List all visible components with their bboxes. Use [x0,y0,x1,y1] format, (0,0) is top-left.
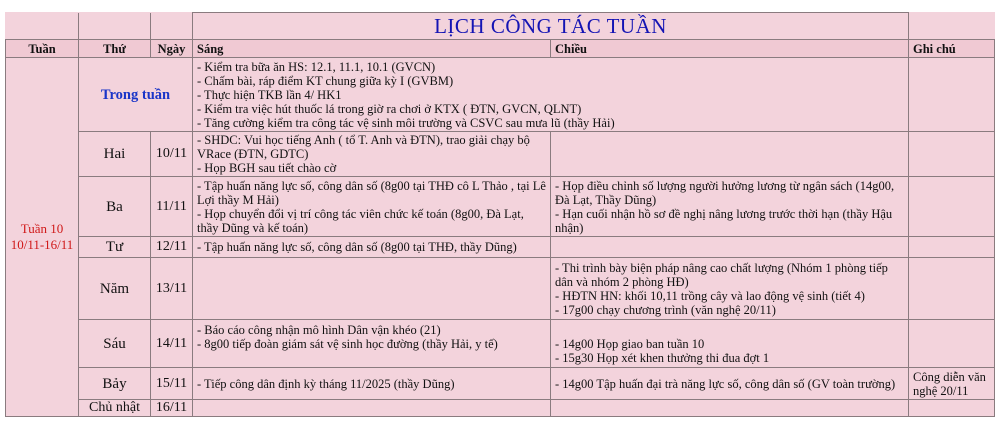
schedule-table [5,12,995,417]
list-item: - 15g30 Họp xét khen thưởng thi đua đợt 1 [555,350,770,365]
week-cell [6,58,79,417]
list-item: - Họp điều chỉnh số lượng người hưởng lương từ ngân sách (14g00, Đà Lạt, Thầy Dũng) [555,178,895,207]
in-week-label: Trong tuần [79,58,193,132]
table-row [6,237,995,258]
list-item: - 17g00 chạy chương trình (văn nghệ 20/11) [555,302,776,317]
list-item: - HĐTN HN: khối 10,11 trồng cây và lao động vệ sinh (tiết 4) [555,288,865,303]
morning-cell [193,177,551,237]
schedule-sheet [5,12,994,417]
morning-cell [193,400,551,417]
col-header-date: Ngày [151,40,193,58]
in-week-items [193,58,909,132]
afternoon-cell [551,132,909,177]
date-cell: 15/11 [151,368,193,400]
list-item: - Tăng cường kiểm tra công tác vệ sinh môi trường và CSVC sau mưa lũ (thầy Hải) [197,115,615,130]
list-item: - Thực hiện TKB lần 4/ HK1 [197,87,342,102]
col-header-afternoon: Chiều [551,40,909,58]
day-cell: Năm [79,258,151,320]
list-item: - 8g00 tiếp đoàn giám sát vệ sinh học đường (thầy Hải, y tế) [197,336,498,351]
morning-cell [193,320,551,368]
date-cell: 12/11 [151,237,193,258]
afternoon-cell [551,177,909,237]
day-cell: Ba [79,177,151,237]
morning-cell [193,258,551,320]
list-item: - 14g00 Tập huấn đại trà năng lực số, công dân số (GV toàn trường) [555,376,896,391]
week-label: Tuần 10 [20,221,64,236]
table-row [6,400,995,417]
day-cell: Chủ nhật [79,400,151,417]
page-title: LỊCH CÔNG TÁC TUẦN [193,13,909,40]
note-cell [909,258,995,320]
note-cell [909,320,995,368]
col-header-note: Ghi chú [909,40,995,58]
list-item: - Kiểm tra việc hút thuốc lá trong giờ ra chơi ở KTX ( ĐTN, GVCN, QLNT) [197,101,582,116]
col-header-week: Tuần [6,40,79,58]
list-item: - Họp chuyển đổi vị trí công tác viên chức kế toán (8g00, Đà Lạt, thầy Dũng và kế toán) [197,206,524,235]
list-item: - Tiếp công dân định kỳ tháng 11/2025 (thầy Dũng) [197,376,455,391]
morning-cell [193,132,551,177]
date-cell: 13/11 [151,258,193,320]
day-cell: Bảy [79,368,151,400]
note-cell [909,177,995,237]
table-row [6,132,995,177]
list-item: - Tập huấn năng lực số, công dân số (8g00 tại THĐ, thầy Dũng) [197,240,517,254]
afternoon-cell [551,237,909,258]
afternoon-cell [551,258,909,320]
date-cell: 10/11 [151,132,193,177]
title-row [6,13,995,40]
morning-cell [193,368,551,400]
list-item: - Kiểm tra bữa ăn HS: 12.1, 11.1, 10.1 (GVCN) [197,59,436,74]
table-row [6,177,995,237]
week-range: 10/11-16/11 [10,237,74,252]
date-cell: 16/11 [151,400,193,417]
note-cell [909,237,995,258]
list-item: - Họp BGH sau tiết chào cờ [197,161,337,175]
afternoon-cell [551,368,909,400]
header-row [6,40,995,58]
date-cell: 14/11 [151,320,193,368]
date-cell: 11/11 [151,177,193,237]
list-item: - Chấm bài, ráp điểm KT chung giữa kỳ I (GVBM) [197,73,454,88]
day-cell: Hai [79,132,151,177]
list-item: - Hạn cuối nhận hồ sơ đề nghị nâng lương trước thời hạn (thầy Hậu nhận) [555,206,893,235]
list-item: - Tập huấn năng lực số, công dân số (8g00 tại THĐ cô L Thảo , tại Lê Lợi thầy M Hải) [197,178,546,207]
note-cell: Công diễn văn nghệ 20/11 [909,368,995,400]
note-cell [909,132,995,177]
day-cell: Sáu [79,320,151,368]
table-row [6,258,995,320]
list-item: - Báo cáo công nhận mô hình Dân vận khéo (21) [197,322,441,337]
list-item: - 14g00 Họp giao ban tuần 10 [555,336,705,351]
col-header-morning: Sáng [193,40,551,58]
afternoon-cell [551,320,909,368]
note-cell [909,400,995,417]
afternoon-cell [551,400,909,417]
morning-cell [193,237,551,258]
list-item: - Thi trình bày biện pháp nâng cao chất lượng (Nhóm 1 phòng tiếp dân và nhóm 2 phòng HĐ) [555,260,888,289]
day-cell: Tư [79,237,151,258]
table-row [6,320,995,368]
list-item: - SHDC: Vui học tiếng Anh ( tổ T. Anh và ĐTN), trao giải chạy bộ VRace (ĐTN, GDTC) [197,133,530,161]
in-week-row [6,58,995,132]
note-cell [909,58,995,132]
table-row [6,368,995,400]
col-header-day: Thứ [79,40,151,58]
